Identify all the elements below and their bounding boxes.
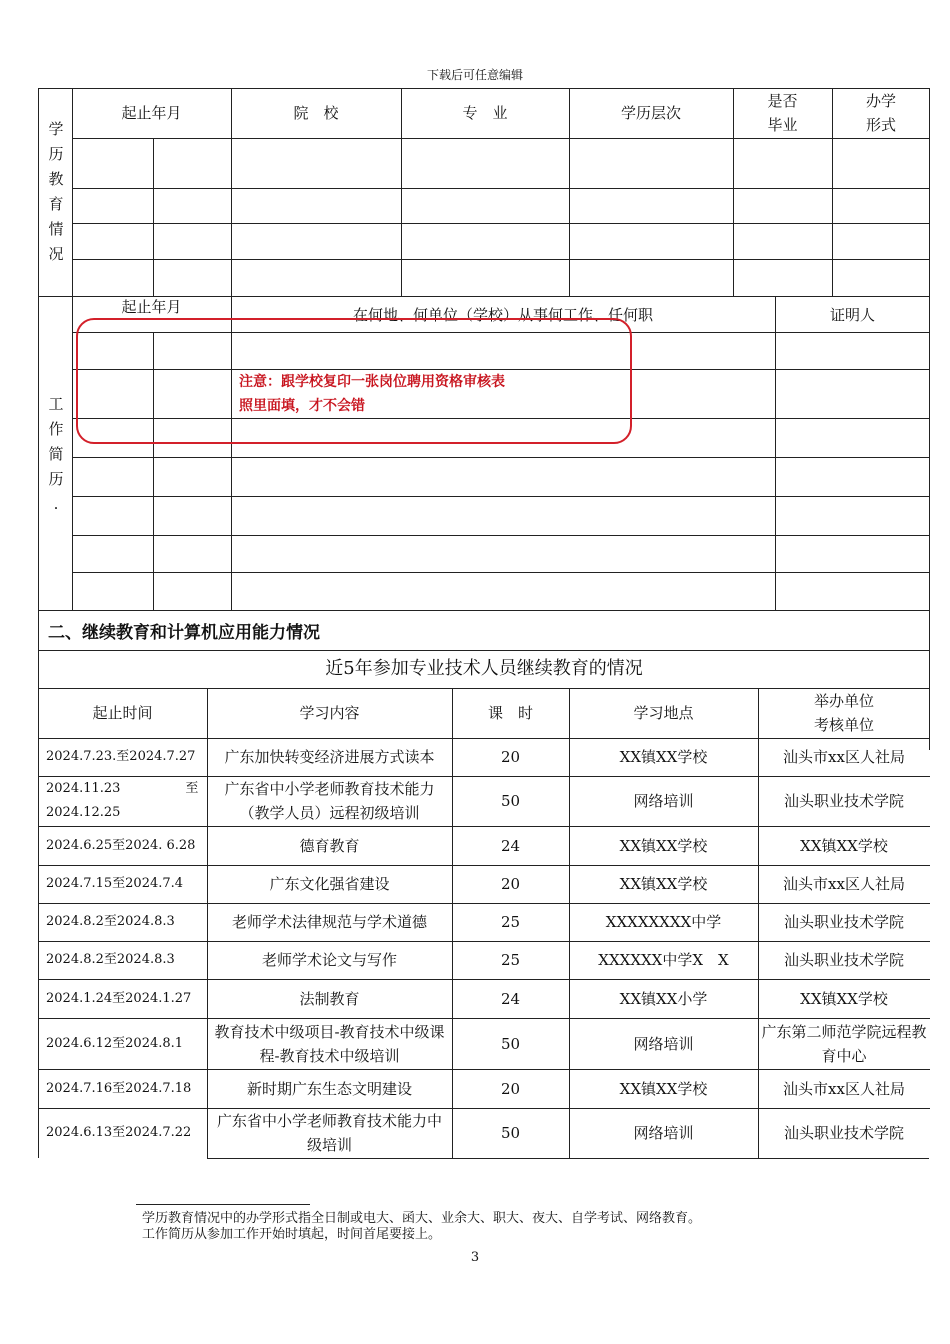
ce-cell-time: 2024.8.2至2024.8.3 [46,914,175,929]
ce-header-place: 学习地点 [633,704,694,722]
grid-line-h [72,259,930,260]
ce-cell-time: 2024.1.24至2024.1.27 [46,990,192,1006]
ce-cell-place: XX镇XX学校 [619,836,708,855]
grid-line-h [207,1158,929,1159]
work-side-label-char: 简 [48,445,64,463]
edu-side-label-char: 情 [48,220,64,238]
ce-cell-content: 老师学术论文与写作 [261,951,397,969]
edu-header-major: 专 业 [462,104,508,122]
ce-cell-org: XX镇XX学校 [800,836,888,855]
page-number: 3 [470,1250,480,1265]
ce-cell-org: 汕头职业技术学院 [783,1124,904,1142]
ce-cell-hours: 24 [500,836,521,855]
ce-cell-hours: 50 [500,1034,521,1053]
ce-cell-content: 老师学术法律规范与学术道德 [231,913,427,931]
ce-cell-time: 2024.6.25至2024. 6.28 [46,837,196,853]
ce-cell-org: 广东第二师范学院远程教育中心 [761,1022,927,1065]
ce-cell-org: 汕头职业技术学院 [783,913,904,931]
ce-cell-time: 2024.7.23.至2024.7.27 [46,749,196,764]
ce-cell-content: 广东加快转变经济进展方式读本 [224,748,435,766]
ce-cell-org: 汕头职业技术学院 [783,951,904,969]
ce-cell-content: 德育教育 [299,836,360,855]
ce-cell-org: XX镇XX学校 [800,989,888,1008]
ce-header-hours: 课 时 [487,704,533,722]
notice-line-1: 注意：跟学校复印一张岗位聘用资格审核表 [239,374,505,390]
grid-line-h [72,457,930,458]
footnote-1: 学历教育情况中的办学形式指全日制或电大、函大、业余大、职大、夜大、自学考试、网络教育。 [142,1211,702,1226]
edu-header-mode-line1: 办学 [865,92,896,110]
grid-line-v [72,88,73,610]
ce-cell-hours: 20 [500,875,521,893]
work-header-witness: 证明人 [829,306,875,324]
ce-cell-org: 汕头市xx区人社局 [783,748,905,766]
ce-header-time: 起止时间 [92,704,153,722]
ce-cell-place: XX镇XX小学 [619,989,708,1008]
ce-cell-hours: 20 [500,748,521,766]
ce-title: 近5年参加专业技术人员继续教育的情况 [325,658,643,679]
ce-cell-place: 网络培训 [633,1124,694,1142]
ce-cell-content: 广东省中小学老师教育技术能力（教学人员）远程初级培训 [224,780,435,822]
grid-line-h [72,496,930,497]
ce-header-org-line1: 举办单位 [813,692,874,710]
ce-cell-hours: 50 [500,1124,521,1142]
grid-line-h [72,188,930,189]
edu-header-graduated-line2: 毕业 [767,116,798,134]
ce-header-org [758,688,930,738]
ce-cell-place: XXXXXX中学X X [598,951,729,969]
ce-cell-hours: 25 [500,951,521,969]
edu-header-level: 学历层次 [620,104,681,122]
grid-line-h [72,535,930,536]
edu-side-label-char: 育 [48,195,64,213]
grid-line-h [72,572,930,573]
work-header-period: 起止年月 [121,298,182,316]
ce-cell-hours: 24 [500,989,521,1008]
grid-line-h [72,223,930,224]
grid-line-h [72,138,930,139]
work-side-label-char: 历 [48,470,64,488]
footnote-separator [136,1204,310,1205]
edu-header-period: 起止年月 [121,104,182,122]
ce-cell-time: 2024.6.13至2024.7.22 [46,1125,192,1140]
edu-side-label-char: 历 [48,145,64,163]
notice-text [239,370,505,418]
section-2-title: 二、继续教育和计算机应用能力情况 [48,623,320,643]
edu-header-mode [832,88,930,138]
ce-cell-place: 网络培训 [633,1034,694,1053]
ce-cell-content: 法制教育 [299,989,360,1008]
grid-line-v [775,296,776,610]
ce-cell-content: 广东省中小学老师教育技术能力中级培训 [216,1112,442,1154]
ce-header-org-line2: 考核单位 [813,716,874,734]
edu-side-label-char: 学 [48,120,64,138]
ce-cell-org: 汕头市xx区人社局 [783,1079,905,1098]
edu-side-label-char: 况 [48,245,64,263]
ce-cell-time: 2024.7.16至2024.7.18 [46,1080,192,1096]
ce-header-content: 学习内容 [299,704,360,722]
ce-cell-content: 教育技术中级项目-教育技术中级课程-教育技术中级培训 [214,1022,445,1065]
work-side-label-char: . [53,495,59,513]
ce-cell-time: 2024.11.23 至 2024.12.25 [46,781,199,820]
ce-cell-content: 新时期广东生态文明建设 [246,1079,412,1098]
footnote-2: 工作简历从参加工作开始时填起，时间首尾要接上。 [142,1227,442,1242]
ce-cell-time: 2024.7.15至2024.7.4 [46,876,184,891]
ce-cell-org: 汕头职业技术学院 [783,792,904,810]
edu-header-school: 院 校 [293,104,339,122]
work-side-label-char: 工 [48,395,64,413]
edu-header-mode-line2: 形式 [865,116,896,134]
notice-line-2: 照里面填，才不会错 [239,398,365,414]
ce-cell-place: XX镇XX学校 [619,875,708,893]
edu-header-graduated [733,88,832,138]
ce-cell-place: XXXXXXXX中学 [605,913,722,931]
ce-cell-time: 2024.8.2至2024.8.3 [46,952,175,967]
edu-side-label-char: 教 [48,170,64,188]
ce-cell-place: XX镇XX学校 [619,1079,708,1098]
ce-cell-place: XX镇XX学校 [619,748,708,766]
ce-cell-hours: 25 [500,913,521,931]
edu-header-graduated-line1: 是否 [767,92,798,110]
ce-cell-place: 网络培训 [633,792,694,810]
work-side-label-char: 作 [48,420,64,438]
ce-cell-content: 广东文化强省建设 [269,875,390,893]
ce-cell-hours: 20 [500,1079,521,1098]
ce-cell-hours: 50 [500,792,521,810]
ce-cell-time: 2024.6.12至2024.8.1 [46,1035,184,1051]
ce-cell-org: 汕头市xx区人社局 [783,875,905,893]
header-note: 下载后可任意编辑 [426,68,523,82]
work-header-where: 在何地、何单位（学校）从事何工作、任何职 [352,306,653,324]
grid-line-h [38,610,930,611]
grid-line-v [153,138,154,296]
